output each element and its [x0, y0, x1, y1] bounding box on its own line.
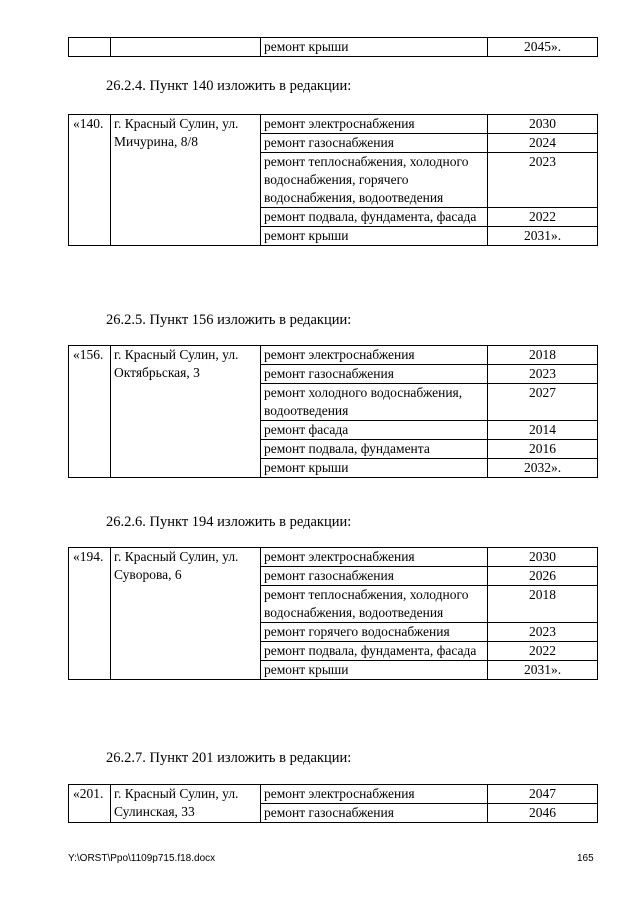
cell-year: 2018	[488, 346, 598, 365]
cell-work: ремонт фасада	[261, 421, 488, 440]
cell-work: ремонт подвала, фундамента	[261, 440, 488, 459]
cell-year: 2016	[488, 440, 598, 459]
table-row	[69, 346, 598, 365]
cell-address: г. Красный Сулин, ул. Мичурина, 8/8	[111, 115, 261, 246]
cell-year: 2026	[488, 567, 598, 586]
cell-work: ремонт теплоснабжения, холодного водоснабжения, водоотведения	[261, 586, 488, 623]
cell-work: ремонт газоснабжения	[261, 804, 488, 823]
cell-year: 2032».	[488, 459, 598, 478]
cell-address: г. Красный Сулин, ул. Сулинская, 33	[111, 785, 261, 823]
cell-num: «140.	[69, 115, 111, 246]
cell-work: ремонт теплоснабжения, холодного водоснабжения, горячего водоснабжения, водоотведения	[261, 153, 488, 208]
cell-work: ремонт электроснабжения	[261, 548, 488, 567]
cell-year: 2027	[488, 384, 598, 421]
page-number: 165	[577, 853, 594, 864]
footer-file-path: Y:\ORST\Ppo\1109p715.f18.docx	[68, 853, 216, 864]
cell-year: 2023	[488, 153, 598, 208]
cell-year: 2023	[488, 623, 598, 642]
table-row	[69, 785, 598, 804]
cell-address: г. Красный Сулин, ул. Октябрьская, 3	[111, 346, 261, 478]
cell-work: ремонт горячего водоснабжения	[261, 623, 488, 642]
cell-num: «156.	[69, 346, 111, 478]
cell-work: ремонт подвала, фундамента, фасада	[261, 642, 488, 661]
section-heading: 26.2.5. Пункт 156 изложить в редакции:	[106, 312, 352, 328]
cell-year: 2031».	[488, 661, 598, 680]
cell-work: ремонт газоснабжения	[261, 134, 488, 153]
table-item-140	[68, 114, 598, 246]
cell-year: 2023	[488, 365, 598, 384]
section-heading: 26.2.7. Пункт 201 изложить в редакции:	[106, 750, 352, 766]
cell-year: 2024	[488, 134, 598, 153]
cell-year: 2031».	[488, 227, 598, 246]
cell-num: «201.	[69, 785, 111, 823]
cell-address: г. Красный Сулин, ул. Суворова, 6	[111, 548, 261, 680]
cell-work: ремонт электроснабжения	[261, 115, 488, 134]
table-fragment	[68, 37, 598, 57]
cell-num	[69, 38, 111, 57]
table-row	[69, 38, 598, 57]
cell-year: 2014	[488, 421, 598, 440]
cell-year: 2022	[488, 208, 598, 227]
section-heading: 26.2.4. Пункт 140 изложить в редакции:	[106, 78, 352, 94]
table-item-156	[68, 345, 598, 478]
table-row	[69, 548, 598, 567]
cell-work: ремонт электроснабжения	[261, 346, 488, 365]
section-heading: 26.2.6. Пункт 194 изложить в редакции:	[106, 514, 352, 530]
cell-work: ремонт крыши	[261, 227, 488, 246]
cell-year: 2047	[488, 785, 598, 804]
cell-work: ремонт крыши	[261, 459, 488, 478]
cell-work: ремонт крыши	[261, 661, 488, 680]
cell-year: 2022	[488, 642, 598, 661]
cell-year: 2046	[488, 804, 598, 823]
cell-work: ремонт газоснабжения	[261, 365, 488, 384]
cell-address	[111, 38, 261, 57]
cell-year: 2030	[488, 548, 598, 567]
cell-num: «194.	[69, 548, 111, 680]
cell-year: 2030	[488, 115, 598, 134]
cell-work: ремонт подвала, фундамента, фасада	[261, 208, 488, 227]
cell-year: 2018	[488, 586, 598, 623]
cell-work: ремонт электроснабжения	[261, 785, 488, 804]
table-row	[69, 115, 598, 134]
table-item-201	[68, 784, 598, 823]
cell-work: ремонт холодного водоснабжения, водоотведения	[261, 384, 488, 421]
cell-year: 2045».	[488, 38, 598, 57]
cell-work: ремонт газоснабжения	[261, 567, 488, 586]
table-item-194	[68, 547, 598, 680]
cell-work: ремонт крыши	[261, 38, 488, 57]
